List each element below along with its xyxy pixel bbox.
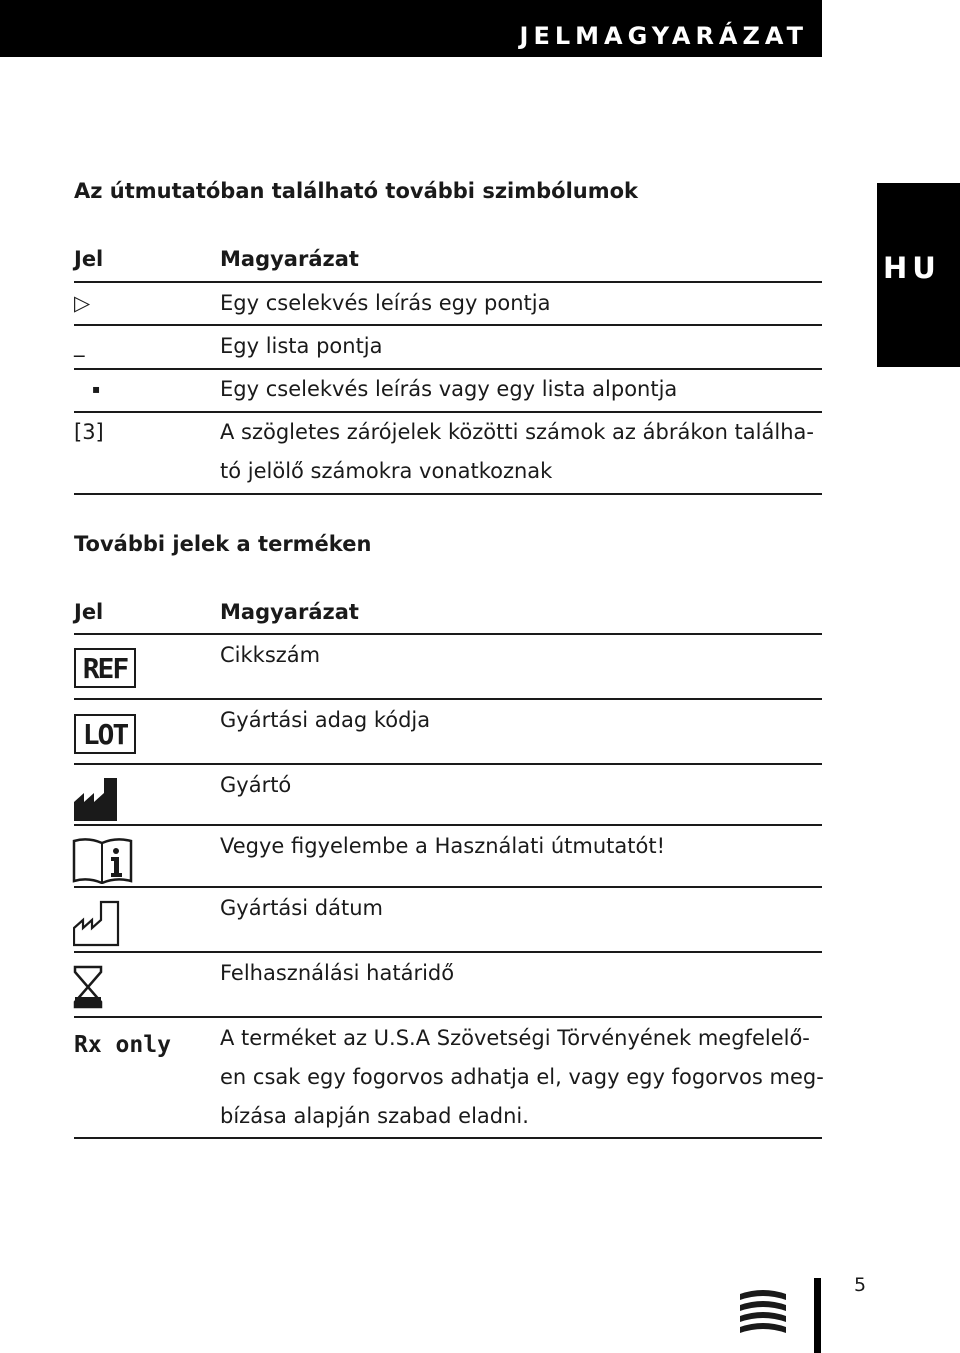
table-divider: [74, 1016, 822, 1018]
section-title-manual-symbols: Az útmutatóban található további szimbólumok: [74, 179, 639, 203]
table-row-text: A terméket az U.S.A Szövetségi Törvényének megfelelő- en csak egy fogorvos adhatja el, vagy egy fogorvos meg- bízása alapján szabad eladni.: [220, 1026, 824, 1128]
column-header-explanation: Magyarázat: [220, 247, 359, 271]
table-row-text: A szögletes zárójelek közötti számok az ábrákon találha- tó jelölő számokra vonatkoznak: [220, 420, 814, 483]
table-row-text: Egy cselekvés leírás vagy egy lista alpontja: [220, 377, 678, 401]
table-row-text: Gyártó: [220, 773, 292, 797]
table-divider: [74, 824, 822, 826]
table-row-text: Egy cselekvés leírás egy pontja: [220, 291, 551, 315]
table-divider: [74, 698, 822, 700]
rx-only-symbol: Rx only: [74, 1032, 171, 1058]
footer-rule: [814, 1278, 821, 1353]
table-divider: [74, 1137, 822, 1139]
hourglass-icon: [73, 965, 103, 1009]
table-row-text: Gyártási adag kódja: [220, 708, 431, 732]
ref-box-icon: REF: [74, 648, 136, 688]
table-divider: [74, 886, 822, 888]
lot-box-icon: LOT: [74, 714, 136, 754]
table-row-text: Vegye figyelembe a Használati útmutatót!: [220, 834, 665, 858]
column-header-symbol: Jel: [74, 247, 104, 271]
language-tab-label: HU: [883, 251, 941, 285]
table-divider: [74, 633, 822, 635]
column-header-explanation: Magyarázat: [220, 600, 359, 624]
table-divider: [74, 951, 822, 953]
action-step-symbol: ▷: [74, 291, 91, 315]
table-divider: [74, 763, 822, 765]
table-divider: [74, 493, 822, 495]
manufacture-date-icon: [73, 899, 121, 947]
section-title-product-symbols: További jelek a terméken: [74, 532, 372, 556]
page-header-title: JELMAGYARÁZAT: [519, 22, 808, 50]
column-header-symbol: Jel: [74, 600, 104, 624]
header-bar: [0, 0, 822, 57]
manufacturer-icon: [73, 776, 119, 822]
instructions-info-icon: [72, 838, 134, 884]
table-divider: [74, 324, 822, 326]
table-divider: [74, 281, 822, 283]
page-number: 5: [854, 1274, 867, 1296]
table-row-text: Egy lista pontja: [220, 334, 383, 358]
language-tab: [877, 183, 960, 367]
table-row-text: Felhasználási határidő: [220, 961, 455, 985]
table-row-text: Cikkszám: [220, 643, 321, 667]
company-logo-icon: [738, 1288, 788, 1334]
table-row-text: Gyártási dátum: [220, 896, 383, 920]
list-item-symbol: _: [74, 333, 85, 357]
figure-reference-symbol: [3]: [74, 420, 104, 444]
sub-item-symbol: ▪: [92, 382, 101, 396]
